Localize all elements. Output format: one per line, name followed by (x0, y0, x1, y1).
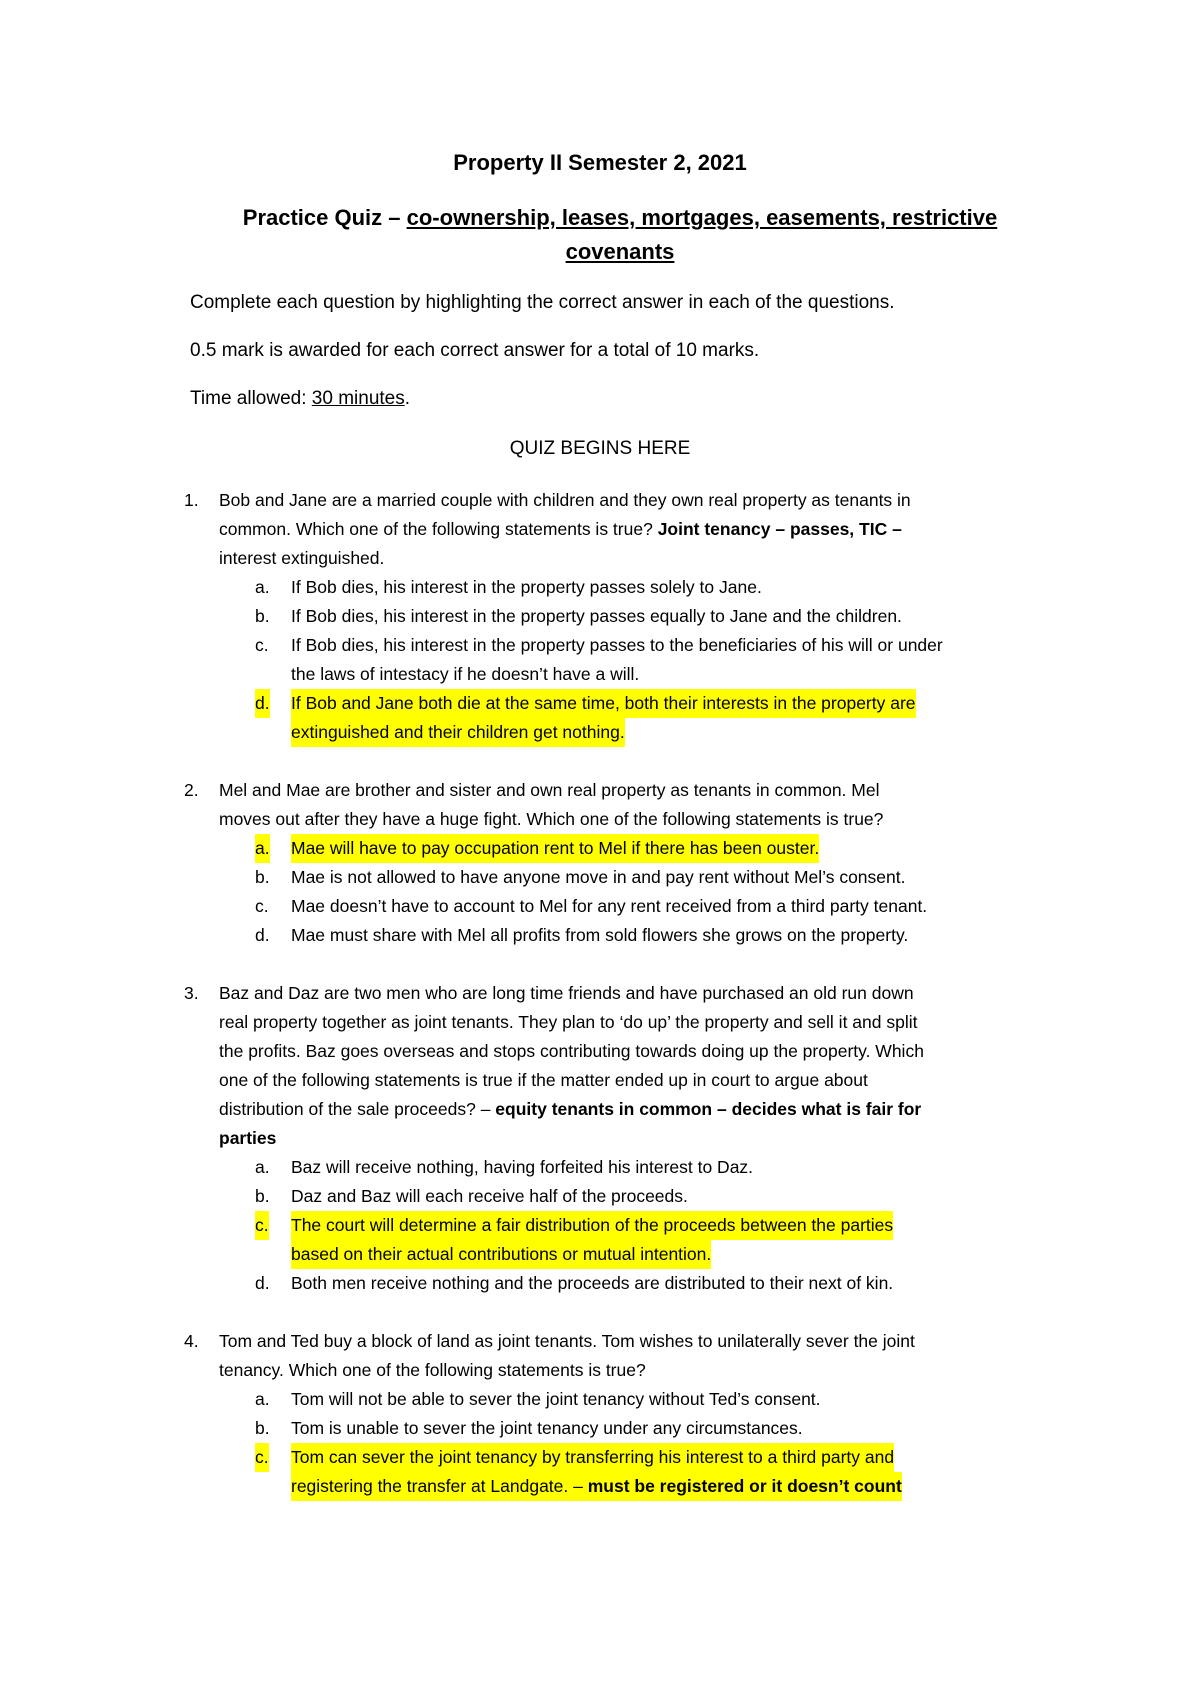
question-stem (219, 515, 902, 544)
quiz-begins-heading: QUIZ BEGINS HERE (509, 438, 691, 459)
option-text: If Bob dies, his interest in the property passes to the beneficiaries of his will or under (291, 635, 943, 655)
stem-line: common. Which one of the following statements is true? (219, 519, 658, 539)
question-stem: real property together as joint tenants. They plan to ‘do up’ the property and sell it and split (219, 1012, 918, 1032)
subtitle-topics: co-ownership, leases, mortgages, easements, restrictive (406, 205, 998, 230)
question-number: 3. (184, 983, 199, 1003)
question-stem: one of the following statements is true if the matter ended up in court to argue about (219, 1070, 868, 1090)
option-letter: d. (255, 925, 270, 945)
option-text: Tom is unable to sever the joint tenancy under any circumstances. (291, 1418, 803, 1438)
option-text: Daz and Baz will each receive half of the proceeds. (291, 1186, 688, 1206)
instruction-text: Complete each question by highlighting the correct answer in each of the questions. (190, 292, 895, 313)
option-letter: a. (255, 577, 270, 597)
question-stem: the profits. Baz goes overseas and stops contributing towards doing up the property. Which (219, 1041, 924, 1061)
option-letter: b. (255, 1418, 270, 1438)
stem-line: distribution of the sale proceeds? – (219, 1099, 496, 1119)
marking-text: 0.5 mark is awarded for each correct answer for a total of 10 marks. (190, 340, 760, 361)
document-title: Property II Semester 2, 2021 (453, 150, 747, 175)
subtitle-topics-cont: covenants (565, 239, 675, 264)
time-label: Time allowed: (190, 388, 312, 409)
option-letter: c. (255, 635, 269, 655)
time-value: 30 minutes (311, 388, 405, 409)
option-text: If Bob dies, his interest in the property passes equally to Jane and the children. (291, 606, 902, 626)
option-letter: d. (255, 689, 270, 718)
option-letter: d. (255, 1273, 270, 1293)
question-stem: Mel and Mae are brother and sister and own real property as tenants in common. Mel (219, 780, 880, 800)
question-stem: Tom and Ted buy a block of land as joint tenants. Tom wishes to unilaterally sever the joint (219, 1331, 915, 1351)
option-text: If Bob dies, his interest in the property passes solely to Jane. (291, 577, 762, 597)
option-text-line: registering the transfer at Landgate. – (291, 1476, 588, 1496)
option-letter: b. (255, 867, 270, 887)
option-text: Baz will receive nothing, having forfeited his interest to Daz. (291, 1157, 754, 1177)
option-letter: c. (255, 896, 269, 916)
option-text: Both men receive nothing and the proceeds are distributed to their next of kin. (291, 1273, 894, 1293)
stem-note: parties (219, 1128, 277, 1148)
option-letter: a. (255, 1157, 270, 1177)
option-letter: a. (255, 834, 270, 863)
option-text: If Bob and Jane both die at the same time, both their interests in the property are (291, 689, 916, 718)
option-text: Mae is not allowed to have anyone move in and pay rent without Mel’s consent. (291, 867, 906, 887)
option-text: the laws of intestacy if he doesn’t have a will. (291, 664, 640, 684)
question-stem: Baz and Daz are two men who are long time friends and have purchased an old run down (219, 983, 914, 1003)
option-letter: b. (255, 606, 270, 626)
time-end: . (404, 388, 411, 409)
question-stem (219, 1095, 921, 1124)
option-text: extinguished and their children get nothing. (291, 718, 625, 747)
question-number: 4. (184, 1331, 199, 1351)
option-letter: c. (255, 1211, 269, 1240)
option-note: must be registered or it doesn’t count (587, 1476, 902, 1496)
option-text (291, 1472, 902, 1501)
time-allowed (190, 388, 410, 410)
question-stem: interest extinguished. (219, 548, 385, 568)
option-text: The court will determine a fair distribution of the proceeds between the parties (291, 1211, 893, 1240)
option-text: based on their actual contributions or mutual intention. (291, 1240, 711, 1269)
question-stem: tenancy. Which one of the following statements is true? (219, 1360, 646, 1380)
stem-note: Joint tenancy – passes, TIC – (657, 519, 902, 539)
option-text: Mae must share with Mel all profits from sold flowers she grows on the property. (291, 925, 909, 945)
option-text: Mae will have to pay occupation rent to Mel if there has been ouster. (291, 834, 819, 863)
option-letter: b. (255, 1186, 270, 1206)
question-stem: moves out after they have a huge fight. Which one of the following statements is true? (219, 809, 884, 829)
option-text: Mae doesn’t have to account to Mel for any rent received from a third party tenant. (291, 896, 928, 916)
document-subtitle (190, 201, 1050, 269)
question-number: 1. (184, 490, 199, 510)
question-stem: Bob and Jane are a married couple with children and they own real property as tenants in (219, 490, 911, 510)
option-text: Tom can sever the joint tenancy by transferring his interest to a third party and (291, 1443, 894, 1472)
option-letter: c. (255, 1443, 269, 1472)
stem-note: equity tenants in common – decides what is fair for (495, 1099, 922, 1119)
option-text: Tom will not be able to sever the joint tenancy without Ted’s consent. (291, 1389, 821, 1409)
question-number: 2. (184, 780, 199, 800)
subtitle-prefix: Practice Quiz – (242, 205, 407, 230)
option-letter: a. (255, 1389, 270, 1409)
